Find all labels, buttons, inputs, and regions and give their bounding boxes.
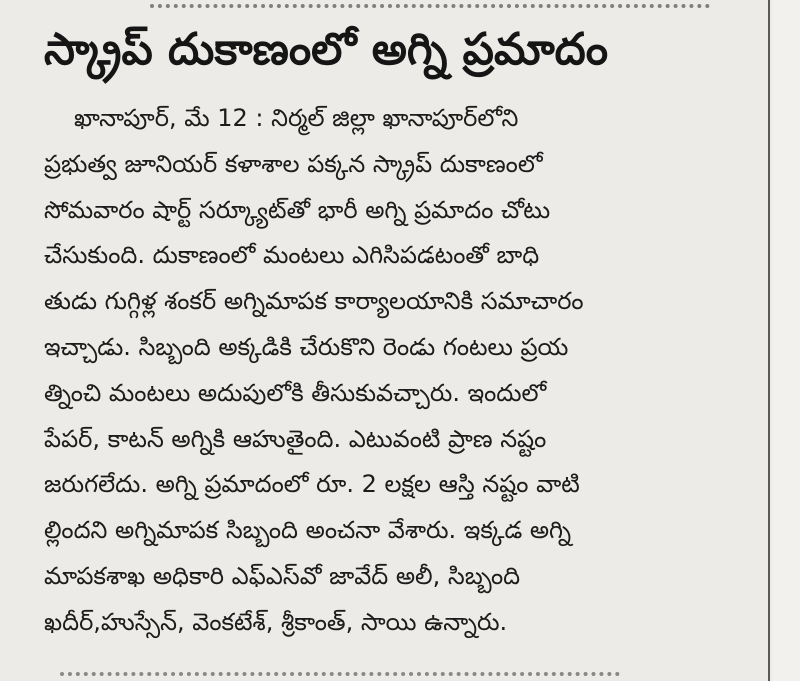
column-divider — [768, 0, 770, 681]
article-line: జరుగలేదు. అగ్ని ప్రమాదంలో రూ. 2 లక్షల ఆస్తి నష్టం వాటి — [44, 470, 580, 499]
article-line: త్నించి మంటలు అదుపులోకి తీసుకువచ్చారు. ఇందులో — [44, 378, 547, 407]
cropped-next-text — [60, 672, 620, 681]
article-line: చేసుకుంది. దుకాణంలో మంటలు ఎగిసిపడటంతో బాధి — [44, 241, 540, 270]
article-line: సోమవారం షార్ట్ సర్క్యూట్‌తో భారీ అగ్ని ప్రమాదం చోటు — [44, 195, 551, 224]
article-line: ఇచ్చాడు. సిబ్బంది అక్కడికి చేరుకొని రెండు గంటలు ప్రయ — [44, 332, 569, 361]
article-line: మాపకశాఖ అధికారి ఎఫ్‌ఎస్‌వో జావేద్ అలీ, సిబ్బంది — [44, 561, 521, 590]
article-line: ల్లిందని అగ్నిమాపక సిబ్బంది అంచనా వేశారు. ఇక్కడ అగ్ని — [44, 516, 572, 545]
article-line: తుడు గుగ్గిళ్ల శంకర్ అగ్నిమాపక కార్యాలయానికి సమాచారం — [44, 287, 584, 316]
cropped-previous-text — [150, 0, 710, 8]
article-line: పేపర్, కాటన్ అగ్నికి ఆహుతైంది. ఎటువంటి ప్రాణ నష్టం — [44, 424, 547, 453]
article-line: ఖదీర్,హుస్సేన్, వెంకటేశ్, శ్రీకాంత్, సాయి ఉన్నారు. — [44, 607, 508, 636]
article-line: ఖానాపూర్, మే 12 : నిర్మల్ జిల్లా ఖానాపూర్‌లోని — [74, 104, 519, 132]
article-line: ప్రభుత్వ జూనియర్ కళాశాల పక్కన స్క్రాప్ దుకాణంలో — [44, 149, 543, 178]
article-body — [44, 96, 760, 646]
page-margin — [772, 0, 800, 681]
article-headline: స్క్రాప్ దుకాణంలో అగ్ని ప్రమాదం — [44, 24, 609, 75]
